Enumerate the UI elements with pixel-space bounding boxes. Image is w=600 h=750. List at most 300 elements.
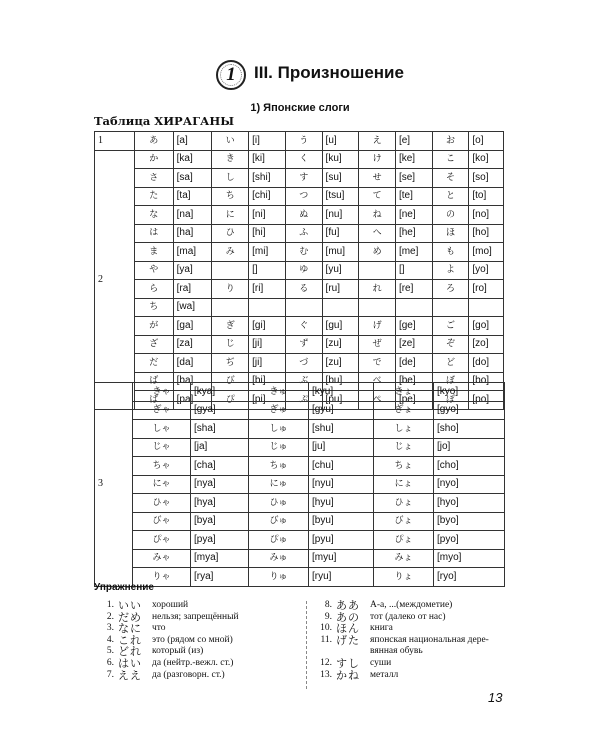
kana-cell: ぴ <box>212 391 249 410</box>
exercise-kana: どれ <box>118 645 142 659</box>
kana-cell: ぴゅ <box>249 531 309 550</box>
exercise-kana: はい <box>118 656 142 670</box>
romaji-cell: [te] <box>395 187 432 206</box>
table-row <box>95 549 505 568</box>
romaji-cell: [shi] <box>249 169 286 188</box>
exercise-number: 9. <box>324 611 332 622</box>
kana-cell: び <box>212 372 249 391</box>
romaji-cell: [ba] <box>173 372 212 391</box>
kana-cell: ふ <box>285 224 322 243</box>
kana-cell: ぼ <box>432 372 469 391</box>
exercise-divider <box>306 601 307 689</box>
romaji-cell: [i] <box>249 132 286 151</box>
exercise-meaning: суши <box>370 657 392 668</box>
romaji-cell: [] <box>395 261 432 280</box>
romaji-cell: [a] <box>173 132 212 151</box>
exercise-item <box>312 635 512 647</box>
romaji-cell: [hyo] <box>434 494 505 513</box>
kana-cell: べ <box>359 372 396 391</box>
exercise-title: Упражнение <box>94 582 154 593</box>
romaji-cell: [cho] <box>434 457 505 476</box>
romaji-cell: [do] <box>469 354 504 373</box>
romaji-cell: [gya] <box>191 401 249 420</box>
romaji-cell: [bu] <box>322 372 359 391</box>
kana-cell: ぶ <box>285 372 322 391</box>
romaji-cell: [rya] <box>191 568 249 587</box>
table-row <box>95 354 504 373</box>
kana-cell: ち <box>212 187 249 206</box>
kana-cell: ぐ <box>285 317 322 336</box>
romaji-cell: [he] <box>395 224 432 243</box>
kana-cell: や <box>134 261 173 280</box>
exercise-item <box>312 600 512 612</box>
romaji-cell: [gyu] <box>309 401 374 420</box>
kana-cell: う <box>285 132 322 151</box>
kana-cell: ちゅ <box>249 457 309 476</box>
romaji-cell: [nyo] <box>434 475 505 494</box>
kana-cell: ぬ <box>285 206 322 225</box>
kana-cell: みょ <box>374 549 434 568</box>
chapter-title: III. Произношение <box>254 63 404 82</box>
kana-cell: びょ <box>374 512 434 531</box>
hiragana-table-combined <box>94 382 505 587</box>
romaji-cell: [zu] <box>322 354 359 373</box>
romaji-cell: [jo] <box>434 438 505 457</box>
exercise-number: 3. <box>106 623 114 634</box>
exercise-kana: すし <box>336 656 360 670</box>
kana-cell: ちょ <box>374 457 434 476</box>
romaji-cell: [ra] <box>173 280 212 299</box>
romaji-cell: [go] <box>469 317 504 336</box>
romaji-cell: [cha] <box>191 457 249 476</box>
table-row <box>95 494 505 513</box>
romaji-cell: [tsu] <box>322 187 359 206</box>
romaji-cell: [no] <box>469 206 504 225</box>
kana-cell: ば <box>134 372 173 391</box>
exercise-number <box>312 646 336 658</box>
romaji-cell: [kyu] <box>309 383 374 402</box>
kana-cell: け <box>359 150 396 169</box>
romaji-cell: [hya] <box>191 494 249 513</box>
exercise-meaning: да (разговорн. ст.) <box>152 669 225 680</box>
exercise-meaning: нельзя; запрещённый <box>152 611 239 622</box>
kana-cell: ぜ <box>359 335 396 354</box>
romaji-cell: [gyo] <box>434 401 505 420</box>
kana-cell: ぽ <box>432 391 469 410</box>
exercise-meaning: хороший <box>152 600 189 610</box>
romaji-cell: [re] <box>395 280 432 299</box>
romaji-cell: [ryo] <box>434 568 505 587</box>
kana-cell: も <box>432 243 469 262</box>
romaji-cell: [ho] <box>469 224 504 243</box>
exercise-meaning: металл <box>370 669 399 680</box>
romaji-cell: [zo] <box>469 335 504 354</box>
romaji-cell: [pyo] <box>434 531 505 550</box>
romaji-cell: [sa] <box>173 169 212 188</box>
exercise-kana: なに <box>118 622 142 636</box>
empty-cell <box>249 298 286 317</box>
kana-cell: そ <box>432 169 469 188</box>
table-row <box>95 335 504 354</box>
romaji-cell: [ha] <box>173 224 212 243</box>
kana-cell: む <box>285 243 322 262</box>
kana-cell: ぎゃ <box>133 401 191 420</box>
exercise-number: 10. <box>320 623 332 634</box>
kana-cell: しょ <box>374 420 434 439</box>
exercise-number: 8. <box>324 600 332 610</box>
kana-cell: びゅ <box>249 512 309 531</box>
table-row <box>95 401 505 420</box>
romaji-cell: [mo] <box>469 243 504 262</box>
table-row <box>95 243 504 262</box>
romaji-cell: [nya] <box>191 475 249 494</box>
kana-cell: な <box>134 206 173 225</box>
romaji-cell: [pya] <box>191 531 249 550</box>
exercise-kana: ああ <box>336 599 360 612</box>
exercise-kana: げた <box>336 633 360 647</box>
table-row <box>95 169 504 188</box>
group-number: 3 <box>95 383 133 587</box>
kana-cell: か <box>134 150 173 169</box>
exercise-meaning: что <box>152 623 166 634</box>
kana-cell: ゆ <box>285 261 322 280</box>
exercise-item <box>312 670 512 682</box>
kana-cell: れ <box>359 280 396 299</box>
exercise-item <box>94 600 294 612</box>
romaji-cell: [ya] <box>173 261 212 280</box>
kana-cell: にょ <box>374 475 434 494</box>
kana-cell: こ <box>432 150 469 169</box>
exercise-column-right <box>312 600 512 681</box>
kana-cell: ぱ <box>134 391 173 410</box>
exercise-kana: ええ <box>118 668 142 682</box>
exercise-kana: だめ <box>118 610 142 624</box>
romaji-cell: [chi] <box>249 187 286 206</box>
romaji-cell: [yo] <box>469 261 504 280</box>
exercise-item <box>312 658 512 670</box>
kana-cell: つ <box>285 187 322 206</box>
exercise-number: 11. <box>320 634 332 645</box>
kana-cell <box>212 261 249 280</box>
table-row <box>95 383 505 402</box>
page-number: 13 <box>488 690 503 705</box>
romaji-cell: [mu] <box>322 243 359 262</box>
romaji-cell: [myu] <box>309 549 374 568</box>
kana-cell: づ <box>285 354 322 373</box>
table-row <box>95 512 505 531</box>
romaji-cell: [pi] <box>249 391 286 410</box>
kana-cell: あ <box>134 132 173 151</box>
romaji-cell: [bya] <box>191 512 249 531</box>
romaji-cell: [kyo] <box>434 383 505 402</box>
kana-cell: じ <box>212 335 249 354</box>
kana-cell: き <box>212 150 249 169</box>
exercise-kana: ほん <box>336 622 360 636</box>
kana-cell: へ <box>359 224 396 243</box>
exercise-number: 5. <box>106 646 114 657</box>
kana-cell: ぎ <box>212 317 249 336</box>
romaji-cell: [gi] <box>249 317 286 336</box>
kana-cell: さ <box>134 169 173 188</box>
exercise-meaning: вянная обувь <box>370 646 423 657</box>
exercise-column-left <box>94 600 294 681</box>
kana-cell: せ <box>359 169 396 188</box>
romaji-cell: [ji] <box>249 354 286 373</box>
table-row <box>95 298 504 317</box>
kana-cell: ど <box>432 354 469 373</box>
romaji-cell: [pa] <box>173 391 212 410</box>
exercise-item <box>94 670 294 682</box>
kana-cell: ぴょ <box>374 531 434 550</box>
exercise-number: 4. <box>106 634 114 645</box>
kana-cell: ぷ <box>285 391 322 410</box>
kana-cell: ひ <box>212 224 249 243</box>
table-row <box>95 187 504 206</box>
exercise-meaning: А-а, ...(междометие) <box>370 600 453 610</box>
romaji-cell: [pu] <box>322 391 359 410</box>
exercise-number: 13. <box>320 669 332 680</box>
kana-cell: た <box>134 187 173 206</box>
group-number: 2 <box>95 150 135 409</box>
romaji-cell: [fu] <box>322 224 359 243</box>
romaji-cell: [ko] <box>469 150 504 169</box>
romaji-cell: [yu] <box>322 261 359 280</box>
table-row <box>95 475 505 494</box>
kana-cell: よ <box>432 261 469 280</box>
kana-cell: ほ <box>432 224 469 243</box>
empty-cell <box>395 298 432 317</box>
kana-cell: ちゃ <box>133 457 191 476</box>
kana-cell: ね <box>359 206 396 225</box>
kana-cell: みゅ <box>249 549 309 568</box>
exercise-meaning: японская национальная дере- <box>370 634 489 645</box>
exercise-number: 7. <box>106 669 114 680</box>
table-row <box>95 224 504 243</box>
romaji-cell: [pyu] <box>309 531 374 550</box>
kana-cell: の <box>432 206 469 225</box>
table-row <box>95 317 504 336</box>
exercise-number: 6. <box>106 657 114 668</box>
kana-cell: きゃ <box>133 383 191 402</box>
kana-cell: お <box>432 132 469 151</box>
exercise-number: 2. <box>106 611 114 622</box>
romaji-cell: [ze] <box>395 335 432 354</box>
romaji-cell: [ja] <box>191 438 249 457</box>
empty-cell <box>469 298 504 317</box>
romaji-cell: [byu] <box>309 512 374 531</box>
kana-cell: げ <box>359 317 396 336</box>
kana-cell: で <box>359 354 396 373</box>
romaji-cell: [to] <box>469 187 504 206</box>
romaji-cell: [nyu] <box>309 475 374 494</box>
kana-cell: ひゅ <box>249 494 309 513</box>
romaji-cell: [ri] <box>249 280 286 299</box>
kana-cell: ざ <box>134 335 173 354</box>
kana-cell: きゅ <box>249 383 309 402</box>
romaji-cell: [za] <box>173 335 212 354</box>
romaji-cell: [ki] <box>249 150 286 169</box>
romaji-cell: [ka] <box>173 150 212 169</box>
romaji-cell: [ke] <box>395 150 432 169</box>
kana-cell: ぺ <box>359 391 396 410</box>
kana-cell: り <box>212 280 249 299</box>
romaji-cell: [ge] <box>395 317 432 336</box>
romaji-cell: [po] <box>469 391 504 410</box>
table-row <box>95 280 504 299</box>
table-row <box>95 531 505 550</box>
kana-cell: が <box>134 317 173 336</box>
kana-cell: み <box>212 243 249 262</box>
table-row <box>95 206 504 225</box>
exercise-kana: いい <box>118 599 142 612</box>
table-row <box>95 132 504 151</box>
kana-cell: め <box>359 243 396 262</box>
kana-cell: ろ <box>432 280 469 299</box>
chapter-heading <box>0 60 600 94</box>
table-row <box>95 568 505 587</box>
romaji-cell: [be] <box>395 372 432 391</box>
romaji-cell: [hi] <box>249 224 286 243</box>
kana-cell: りゅ <box>249 568 309 587</box>
group-number: 1 <box>95 132 135 151</box>
kana-cell: え <box>359 132 396 151</box>
romaji-cell: [ru] <box>322 280 359 299</box>
romaji-cell: [sho] <box>434 420 505 439</box>
exercise-kana: かね <box>336 668 360 682</box>
romaji-cell: [shu] <box>309 420 374 439</box>
kana-cell: い <box>212 132 249 151</box>
kana-cell: しゃ <box>133 420 191 439</box>
romaji-cell: [de] <box>395 354 432 373</box>
kana-cell <box>359 261 396 280</box>
kana-cell: じょ <box>374 438 434 457</box>
romaji-cell: [ji] <box>249 335 286 354</box>
kana-cell: ぢ <box>212 354 249 373</box>
romaji-cell: [] <box>249 261 286 280</box>
kana-cell: に <box>212 206 249 225</box>
kana-cell: は <box>134 224 173 243</box>
exercise-item <box>94 658 294 670</box>
kana-cell: にゃ <box>133 475 191 494</box>
kana-cell: し <box>212 169 249 188</box>
table-row <box>95 261 504 280</box>
kana-cell: きょ <box>374 383 434 402</box>
exercise-meaning: тот (далеко от нас) <box>370 611 446 622</box>
table-row <box>95 150 504 169</box>
kana-cell: ち <box>134 298 173 317</box>
exercise-meaning: это (рядом со мной) <box>152 634 233 645</box>
kana-cell: にゅ <box>249 475 309 494</box>
romaji-cell: [wa] <box>173 298 212 317</box>
kana-cell: りゃ <box>133 568 191 587</box>
exercise-kana: あの <box>336 610 360 624</box>
kana-cell: みゃ <box>133 549 191 568</box>
kana-cell: しゅ <box>249 420 309 439</box>
romaji-cell: [sha] <box>191 420 249 439</box>
romaji-cell: [ku] <box>322 150 359 169</box>
kana-cell: ら <box>134 280 173 299</box>
kana-cell: ぞ <box>432 335 469 354</box>
kana-cell: ひょ <box>374 494 434 513</box>
table-row <box>95 457 505 476</box>
romaji-cell: [ju] <box>309 438 374 457</box>
kana-cell: ぎょ <box>374 401 434 420</box>
romaji-cell: [gu] <box>322 317 359 336</box>
exercise-meaning: книга <box>370 623 393 634</box>
romaji-cell: [ma] <box>173 243 212 262</box>
empty-cell <box>322 298 359 317</box>
hiragana-table-basic <box>94 131 504 410</box>
exercise-number: 1. <box>106 600 114 610</box>
empty-cell <box>212 298 249 317</box>
kana-cell: る <box>285 280 322 299</box>
kana-cell: じゃ <box>133 438 191 457</box>
romaji-cell: [se] <box>395 169 432 188</box>
romaji-cell: [su] <box>322 169 359 188</box>
romaji-cell: [pe] <box>395 391 432 410</box>
romaji-cell: [ta] <box>173 187 212 206</box>
romaji-cell: [u] <box>322 132 359 151</box>
empty-cell <box>285 298 322 317</box>
romaji-cell: [me] <box>395 243 432 262</box>
kana-cell: びゃ <box>133 512 191 531</box>
kana-cell: ぎゅ <box>249 401 309 420</box>
romaji-cell: [mi] <box>249 243 286 262</box>
kana-cell: だ <box>134 354 173 373</box>
romaji-cell: [chu] <box>309 457 374 476</box>
kana-cell: ま <box>134 243 173 262</box>
romaji-cell: [o] <box>469 132 504 151</box>
exercise-kana: これ <box>118 633 142 647</box>
section-title: 1) Японские слоги <box>250 102 350 114</box>
kana-cell: じゅ <box>249 438 309 457</box>
exercise-meaning: да (нейтр.-вежл. ст.) <box>152 657 234 668</box>
table-row <box>95 420 505 439</box>
romaji-cell: [so] <box>469 169 504 188</box>
exercise-number: 12. <box>320 657 332 668</box>
kana-cell: ぴゃ <box>133 531 191 550</box>
kana-cell: く <box>285 150 322 169</box>
exercise-meaning: который (из) <box>152 646 204 657</box>
romaji-cell: [na] <box>173 206 212 225</box>
romaji-cell: [byo] <box>434 512 505 531</box>
kana-cell: ひゃ <box>133 494 191 513</box>
kana-cell: りょ <box>374 568 434 587</box>
chapter-badge: 1 <box>216 60 246 90</box>
romaji-cell: [ro] <box>469 280 504 299</box>
romaji-cell: [ryu] <box>309 568 374 587</box>
table-row <box>95 438 505 457</box>
romaji-cell: [bi] <box>249 372 286 391</box>
romaji-cell: [kya] <box>191 383 249 402</box>
kana-cell: ご <box>432 317 469 336</box>
table-title: Таблица ХИРАГАНЫ <box>94 114 235 128</box>
kana-cell: と <box>432 187 469 206</box>
romaji-cell: [e] <box>395 132 432 151</box>
kana-cell: す <box>285 169 322 188</box>
romaji-cell: [ne] <box>395 206 432 225</box>
romaji-cell: [myo] <box>434 549 505 568</box>
romaji-cell: [hyu] <box>309 494 374 513</box>
empty-cell <box>432 298 469 317</box>
romaji-cell: [da] <box>173 354 212 373</box>
kana-cell: て <box>359 187 396 206</box>
empty-cell <box>359 298 396 317</box>
romaji-cell: [ga] <box>173 317 212 336</box>
romaji-cell: [zu] <box>322 335 359 354</box>
romaji-cell: [mya] <box>191 549 249 568</box>
romaji-cell: [ni] <box>249 206 286 225</box>
